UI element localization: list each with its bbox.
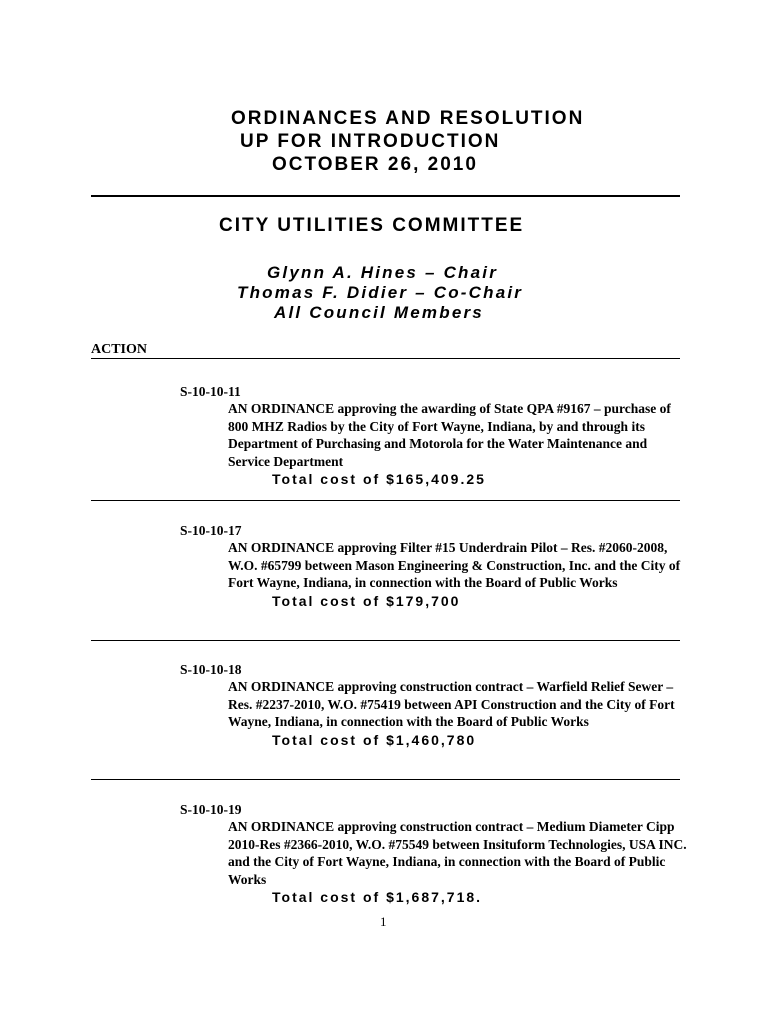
committee-co-chair: Thomas F. Didier – Co-Chair xyxy=(237,283,524,302)
committee-members: All Council Members xyxy=(274,303,484,322)
ordinance-id: S-10-10-18 xyxy=(180,662,242,677)
ordinance-item xyxy=(180,383,700,489)
ordinance-total-cost: Total cost of $179,700 xyxy=(272,592,461,609)
page-number: 1 xyxy=(380,914,387,929)
committee-name: CITY UTILITIES COMMITTEE xyxy=(219,215,525,236)
item-divider xyxy=(91,500,680,501)
ordinance-total-cost: Total cost of $1,460,780 xyxy=(272,731,477,748)
page-title-line-2: UP FOR INTRODUCTION xyxy=(240,131,501,152)
ordinance-id: S-10-10-17 xyxy=(180,523,242,538)
ordinance-total-cost: Total cost of $165,409.25 xyxy=(272,471,486,487)
ordinance-description: AN ORDINANCE approving construction contract – Warfield Relief Sewer – Res. #2237-2010, W.O. #75419 between API Construction and the City of Fort Wayne, Indiana, in connection with the Board of Public Works xyxy=(228,679,675,729)
item-divider xyxy=(91,779,680,780)
ordinance-item xyxy=(180,522,700,611)
ordinance-id: S-10-10-11 xyxy=(180,384,241,399)
committee-chair: Glynn A. Hines – Chair xyxy=(267,263,499,282)
ordinance-description: AN ORDINANCE approving construction contract – Medium Diameter Cipp 2010-Res #2366-2010, W.O. #75549 between Insituform Technologies, USA INC. and the City of Fort Wayne, Indiana, in connection with the Board of Public Works xyxy=(228,819,687,887)
page-title-date: OCTOBER 26, 2010 xyxy=(272,154,478,175)
header-divider xyxy=(91,195,680,197)
ordinance-item xyxy=(180,661,700,750)
page-title-line-1: ORDINANCES AND RESOLUTION xyxy=(231,108,585,129)
ordinance-description: AN ORDINANCE approving Filter #15 Underdrain Pilot – Res. #2060-2008, W.O. #65799 between Mason Engineering & Construction, Inc. and the City of Fort Wayne, Indiana, in connection with the Board of Public Works xyxy=(228,540,681,590)
action-label: ACTION xyxy=(91,342,148,357)
ordinance-description: AN ORDINANCE approving the awarding of State QPA #9167 – purchase of 800 MHZ Radios by the City of Fort Wayne, Indiana, by and through its Department of Purchasing and Motorola for the Water Maintenance and Service Department xyxy=(228,401,671,469)
action-divider xyxy=(91,358,680,359)
ordinance-item xyxy=(180,801,700,907)
item-divider xyxy=(91,640,680,641)
ordinance-id: S-10-10-19 xyxy=(180,802,242,817)
ordinance-total-cost: Total cost of $1,687,718. xyxy=(272,889,483,905)
